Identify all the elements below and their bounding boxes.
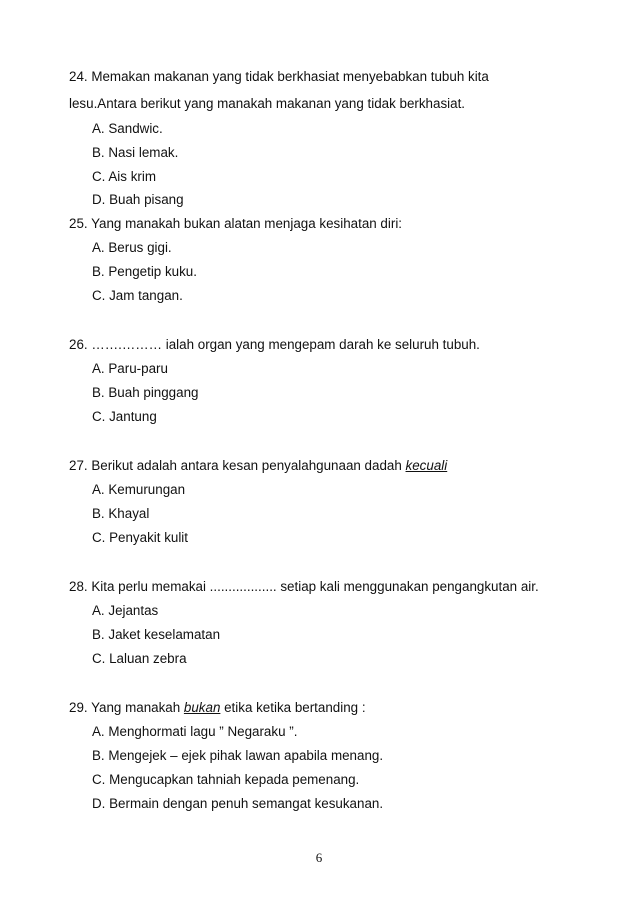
question-26-text: 26. …….……… ialah organ yang mengepam darah ke seluruh tubuh.: [69, 337, 480, 352]
question-29-emphasis: bukan: [183, 700, 221, 715]
option-26-b: B. Buah pinggang: [92, 385, 199, 400]
question-28-text: 28. Kita perlu memakai .................. setiap kali menggunakan pengangkutan air.: [69, 579, 539, 594]
option-25-a: A. Berus gigi.: [92, 240, 172, 255]
question-27-text: [69, 458, 447, 474]
question-29-stem-end: etika ketika bertanding :: [220, 700, 366, 715]
option-25-b: B. Pengetip kuku.: [92, 264, 197, 279]
option-26-a: A. Paru-paru: [92, 361, 168, 376]
question-24-text-cont: lesu.Antara berikut yang manakah makanan yang tidak berkhasiat.: [69, 96, 466, 111]
option-27-a: A. Kemurungan: [92, 482, 186, 497]
question-27-stem: 27. Berikut adalah antara kesan penyalahgunaan dadah: [69, 458, 406, 473]
option-29-c: C. Mengucapkan tahniah kepada pemenang.: [92, 772, 360, 787]
option-29-d: D. Bermain dengan penuh semangat kesukanan.: [92, 796, 384, 811]
option-24-c: C. Ais krim: [92, 169, 156, 184]
option-27-c: C. Penyakit kulit: [92, 530, 189, 545]
option-29-b: B. Mengejek – ejek pihak lawan apabila menang.: [92, 748, 384, 763]
option-27-b: B. Khayal: [92, 506, 150, 521]
option-26-c: C. Jantung: [92, 409, 157, 424]
question-24-text: 24. Memakan makanan yang tidak berkhasiat menyebabkan tubuh kita: [69, 69, 489, 84]
question-29-text: [69, 700, 366, 716]
option-28-b: B. Jaket keselamatan: [92, 627, 221, 642]
option-28-a: A. Jejantas: [92, 603, 159, 618]
option-25-c: C. Jam tangan.: [92, 288, 183, 303]
page-number: 6: [315, 850, 323, 865]
question-25-text: 25. Yang manakah bukan alatan menjaga kesihatan diri:: [69, 216, 403, 231]
option-24-d: D. Buah pisang: [92, 192, 184, 207]
option-29-a: A. Menghormati lagu ” Negaraku ”.: [92, 724, 298, 739]
question-29-stem: 29. Yang manakah: [69, 700, 184, 715]
question-27-emphasis: kecuali: [405, 458, 448, 473]
option-24-a: A. Sandwic.: [92, 121, 163, 136]
option-28-c: C. Laluan zebra: [92, 651, 187, 666]
option-24-b: B. Nasi lemak.: [92, 145, 179, 160]
